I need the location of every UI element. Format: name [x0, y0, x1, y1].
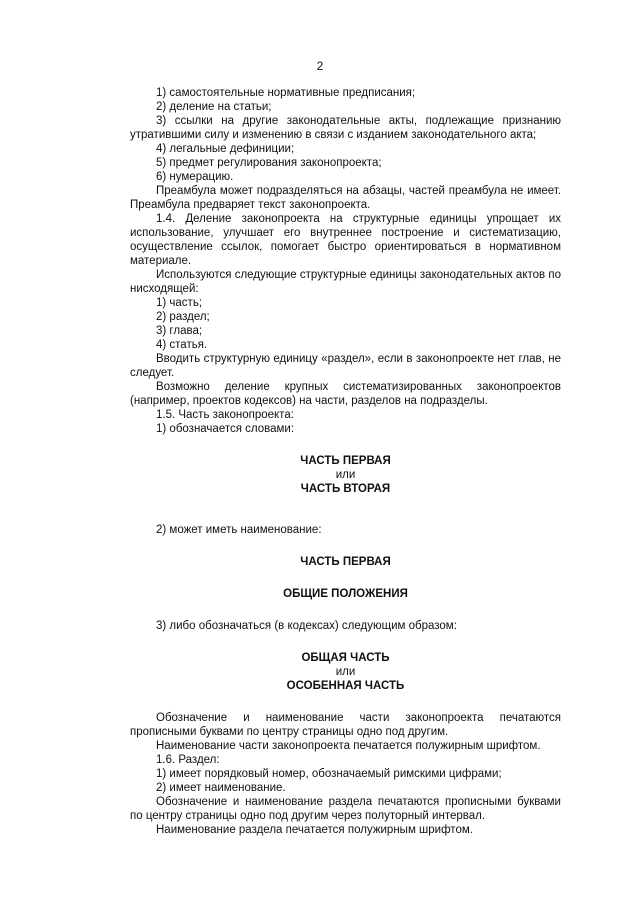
preamble-paragraph: Преамбула может подразделяться на абзацы, частей преамбула не имеет. Преамбула предваряет текст законопроекта. [130, 185, 561, 211]
list-item: 2) имеет наименование. [156, 782, 286, 794]
bold-note: Наименование части законопроекта печатается полужирным шрифтом. [156, 740, 541, 752]
example-heading: ОСОБЕННАЯ ЧАСТЬ [286, 680, 405, 692]
example-heading: ЧАСТЬ ПЕРВАЯ [300, 455, 391, 467]
list-item: 1) часть; [156, 297, 203, 309]
list-item: 1) обозначается словами: [156, 423, 295, 435]
page-number: 2 [316, 59, 324, 73]
print-note: Обозначение и наименование части законопроекта печатаются прописными буквами по центру страницы одно под другим. [130, 712, 561, 738]
example-heading: ОБЩИЕ ПОЛОЖЕНИЯ [283, 588, 408, 600]
list-item: 3) либо обозначаться (в кодексах) следующим образом: [156, 620, 457, 632]
paragraph-1-5: 1.5. Часть законопроекта: [156, 409, 294, 421]
list-item: 4) статья. [156, 339, 208, 351]
example-or: или [335, 666, 356, 678]
list-item: 3) ссылки на другие законодательные акты, подлежащие признанию утратившими силу и изменению в связи с изданием законодательного акта; [130, 115, 561, 141]
section-bold-note: Наименование раздела печатается полужирным шрифтом. [156, 824, 473, 836]
list-item: 2) деление на статьи; [156, 101, 272, 113]
list-item: 2) раздел; [156, 311, 210, 323]
list-item: 4) легальные дефиниции; [156, 143, 295, 155]
list-item: 1) имеет порядковый номер, обозначаемый римскими цифрами; [156, 768, 502, 780]
list-item: 3) глава; [156, 325, 203, 337]
document-body [130, 86, 561, 837]
example-heading: ЧАСТЬ ПЕРВАЯ [300, 556, 391, 568]
example-heading: ЧАСТЬ ВТОРАЯ [300, 483, 391, 495]
paragraph-1-4: 1.4. Деление законопроекта на структурные единицы упрощает их использование, улучшает его внутреннее построение и систематизацию, осуществление ссылок, помогает быстро ориентироваться в нормативном материале. [130, 213, 561, 267]
example-or: или [335, 469, 356, 481]
paragraph-1-6: 1.6. Раздел: [156, 754, 220, 766]
example-heading: ОБЩАЯ ЧАСТЬ [301, 652, 390, 664]
section-print-note: Обозначение и наименование раздела печатаются прописными буквами по центру страницы одно под другим через полуторный интервал. [130, 796, 561, 822]
section-note: Вводить структурную единицу «раздел», если в законопроекте нет глав, не следует. [130, 353, 561, 379]
list-item: 2) может иметь наименование: [156, 524, 322, 536]
list-item: 5) предмет регулирования законопроекта; [156, 157, 382, 169]
list-item: 6) нумерацию. [156, 171, 234, 183]
list-item: 1) самостоятельные нормативные предписания; [156, 87, 416, 99]
division-note: Возможно деление крупных систематизированных законопроектов (например, проектов кодексов) на части, разделов на подразделы. [130, 381, 561, 407]
structural-units-intro: Используются следующие структурные единицы законодательных актов по нисходящей: [130, 269, 561, 295]
